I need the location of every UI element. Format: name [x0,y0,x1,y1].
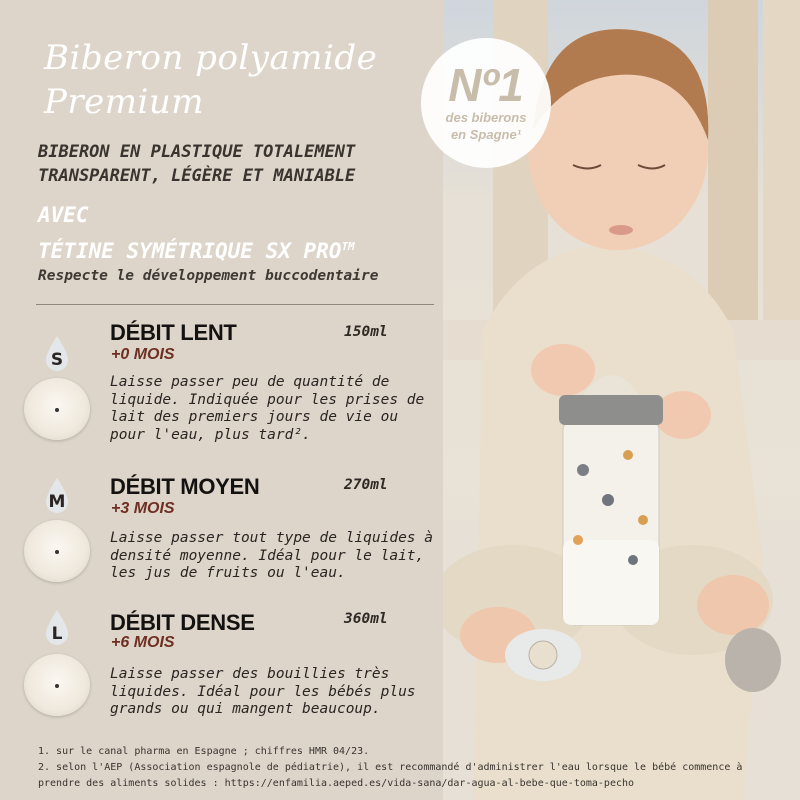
teat-icon [24,654,90,716]
badge-number: Nº1 [448,59,524,111]
subline: Respecte le développement buccodentaire [38,268,379,284]
teat-icon [24,520,90,582]
size-letter: S [50,350,64,370]
teat-headline-text: TÉTINE SYMÉTRIQUE SX PRO [38,239,342,263]
teat-headline-line1: AVEC [38,203,89,227]
badge-line1: des biberons [445,110,527,125]
product-title: Biberon polyamide Premium [44,38,378,122]
badge-line2: en Spagne¹ [450,127,522,142]
product-headline: BIBERON EN PLASTIQUE TOTALEMENT TRANSPARENT, LÉGÈRE ET MANIABLE [38,142,356,186]
flow-age: +0 MOIS [111,346,175,363]
flow-volume: 270ml [344,477,388,493]
size-letter: L [51,624,63,644]
flow-title: DÉBIT DENSE [110,610,255,635]
flow-age: +3 MOIS [111,500,175,517]
teat-icon [24,378,90,440]
size-letter: M [48,492,66,512]
flow-volume: 360ml [344,611,388,627]
teat-headline-line2 [38,231,438,267]
divider [36,304,434,305]
flow-age: +6 MOIS [111,634,175,651]
footnote-2: 2. selon l'AEP (Association espagnole de pédiatrie), il est recommandé d'administrer l'eau lorsque le bébé commence à prendre des aliments solides : https://enfamilia.aeped.es/vida-sana/dar-agua-al-bebe-que-toma-pecho [38,762,743,789]
flow-volume: 150ml [344,324,388,340]
flow-description: Laisse passer peu de quantité de liquide. Indiquée pour les prises de lait des premiers jours de vie ou pour l'eau, plus tard². [110,374,425,443]
footnotes [38,744,778,792]
trademark-mark: TM [341,240,355,253]
flow-description: Laisse passer tout type de liquides à densité moyenne. Idéal pour le lait, les jus de fruits ou l'eau. [110,530,434,581]
flow-description: Laisse passer des bouillies très liquides. Idéal pour les bébés plus grands ou qui mangent beaucoup. [110,666,416,717]
flow-title: DÉBIT MOYEN [110,474,260,499]
flow-title: DÉBIT LENT [110,320,237,345]
teat-headline [38,200,438,267]
footnote-1: 1. sur le canal pharma en Espagne ; chiffres HMR 04/23. [38,746,370,757]
